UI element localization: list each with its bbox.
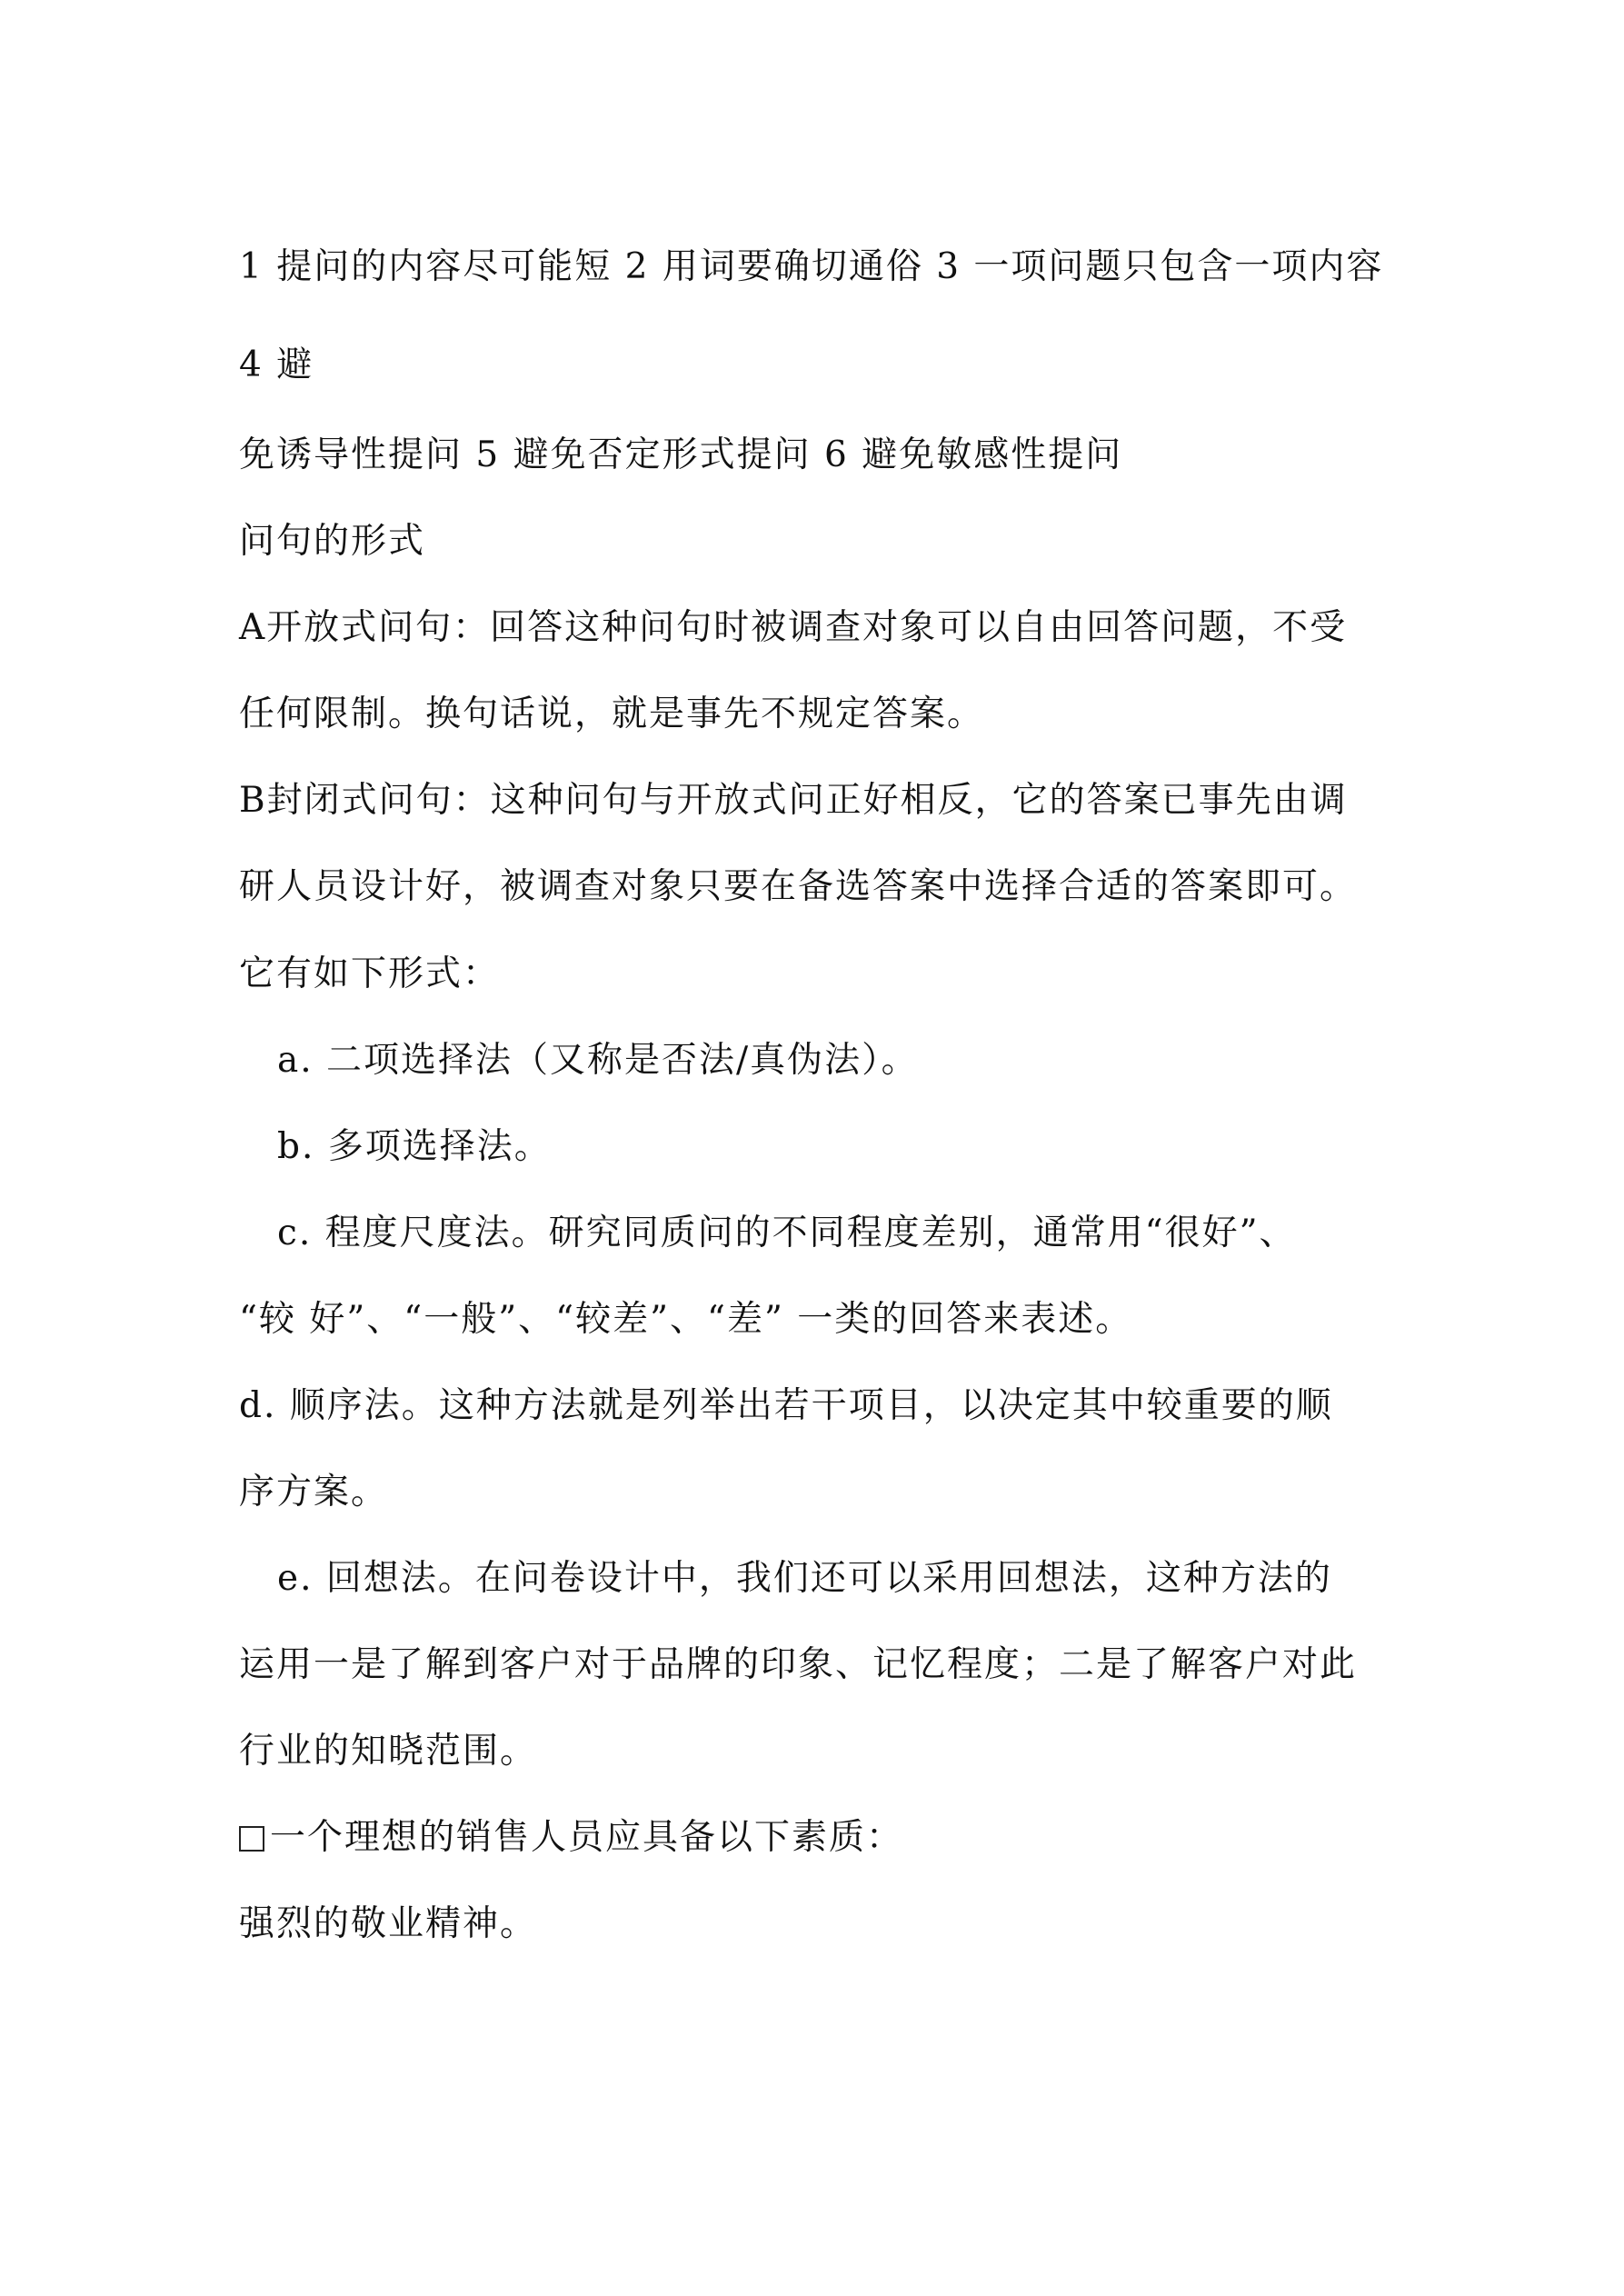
text-line: 它有如下形式： — [239, 953, 501, 994]
list-item: a. 二项选择法（又称是否法/真伪法）。 — [277, 1040, 919, 1081]
checkbox-line-text: 一个理想的销售人员应具备以下素质： — [270, 1817, 904, 1858]
checkbox-line — [239, 1816, 903, 1860]
text-line: 研人员设计好，被调查对象只要在备选答案中选择合适的答案即可。 — [239, 866, 1358, 907]
list-item: c. 程度尺度法。研究同质问的不同程度差别，通常用“很好”、 — [277, 1213, 1297, 1253]
list-item: d. 顺序法。这种方法就是列举出若干项目，以决定其中较重要的顺 — [239, 1385, 1333, 1426]
text-line: 免诱导性提问 5 避免否定形式提问 6 避免敏感性提问 — [239, 434, 1123, 475]
text-line: 1 提问的内容尽可能短 2 用词要确切通俗 3 一项问题只包含一项内容 — [239, 246, 1384, 287]
text-line: 行业的知晓范围。 — [239, 1731, 538, 1772]
text-line: 运用一是了解到客户对于品牌的印象、记忆程度；二是了解客户对此 — [239, 1644, 1358, 1685]
text-line: 强烈的敬业精神。 — [239, 1903, 538, 1944]
checkbox-icon — [239, 1826, 264, 1852]
text-line: B封闭式问句：这种问句与开放式问正好相反，它的答案已事先由调 — [239, 780, 1348, 821]
text-line: 4 避 — [239, 344, 314, 385]
text-line: “较 好”、“一般”、“较差”、“差” 一类的回答来表述。 — [239, 1299, 1133, 1340]
section-heading: 问句的形式 — [239, 521, 426, 562]
text-line: 序方案。 — [239, 1472, 389, 1512]
text-line: A开放式问句：回答这种问句时被调查对象可以自由回答问题，不受 — [239, 607, 1348, 648]
list-item: e. 回想法。在问卷设计中，我们还可以采用回想法，这种方法的 — [277, 1558, 1332, 1599]
text-line: 任何限制。换句话说，就是事先不规定答案。 — [239, 694, 985, 734]
list-item: b. 多项选择法。 — [277, 1126, 552, 1167]
